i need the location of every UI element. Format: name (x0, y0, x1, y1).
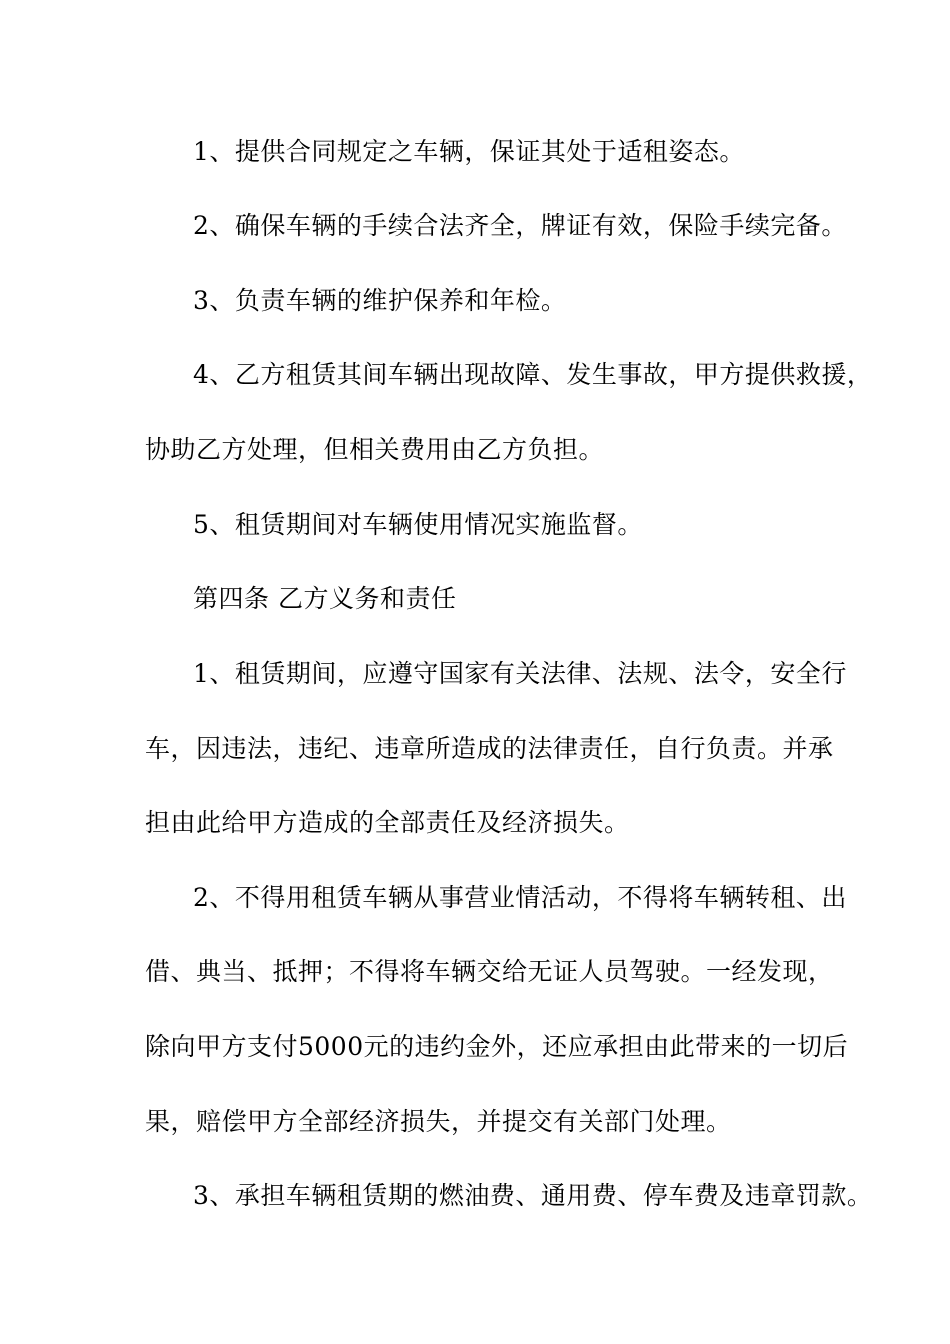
clause-4-text-line-2: 协助乙方处理，但相关费用由乙方负担。 (145, 435, 605, 464)
clause-5-text: 5、租赁期间对车辆使用情况实施监督。 (193, 510, 643, 539)
article-4-clause-1-line-2: 车，因违法，违纪、违章所造成的法律责任，自行负责。并承 (145, 734, 834, 763)
article-4-clause-2-line-3: 除向甲方支付5000元的违约金外，还应承担由此带来的一切后 (145, 1032, 849, 1061)
article-4-clause-3-text: 3、承担车辆租赁期的燃油费、通用费、停车费及违章罚款。 (193, 1181, 873, 1210)
article-4-clause-1-line-3: 担由此给甲方造成的全部责任及经济损失。 (145, 808, 630, 837)
clause-2-text: 2、确保车辆的手续合法齐全，牌证有效，保险手续完备。 (193, 211, 847, 240)
article-4-clause-2-line-2: 借、典当、抵押；不得将车辆交给无证人员驾驶。一经发现， (145, 957, 834, 986)
article-4-clause-1-line-1: 1、租赁期间，应遵守国家有关法律、法规、法令，安全行 (193, 659, 847, 688)
clause-3-text: 3、负责车辆的维护保养和年检。 (193, 286, 567, 315)
article-4-heading: 第四条 乙方义务和责任 (193, 584, 457, 613)
article-4-clause-2-line-4: 果，赔偿甲方全部经济损失，并提交有关部门处理。 (145, 1107, 732, 1136)
article-4-clause-2-line-1: 2、不得用租赁车辆从事营业情活动，不得将车辆转租、出 (193, 883, 847, 912)
clause-4-text-line-1: 4、乙方租赁其间车辆出现故障、发生事故，甲方提供救援， (193, 360, 873, 389)
clause-1-text: 1、提供合同规定之车辆，保证其处于适租姿态。 (193, 137, 745, 166)
